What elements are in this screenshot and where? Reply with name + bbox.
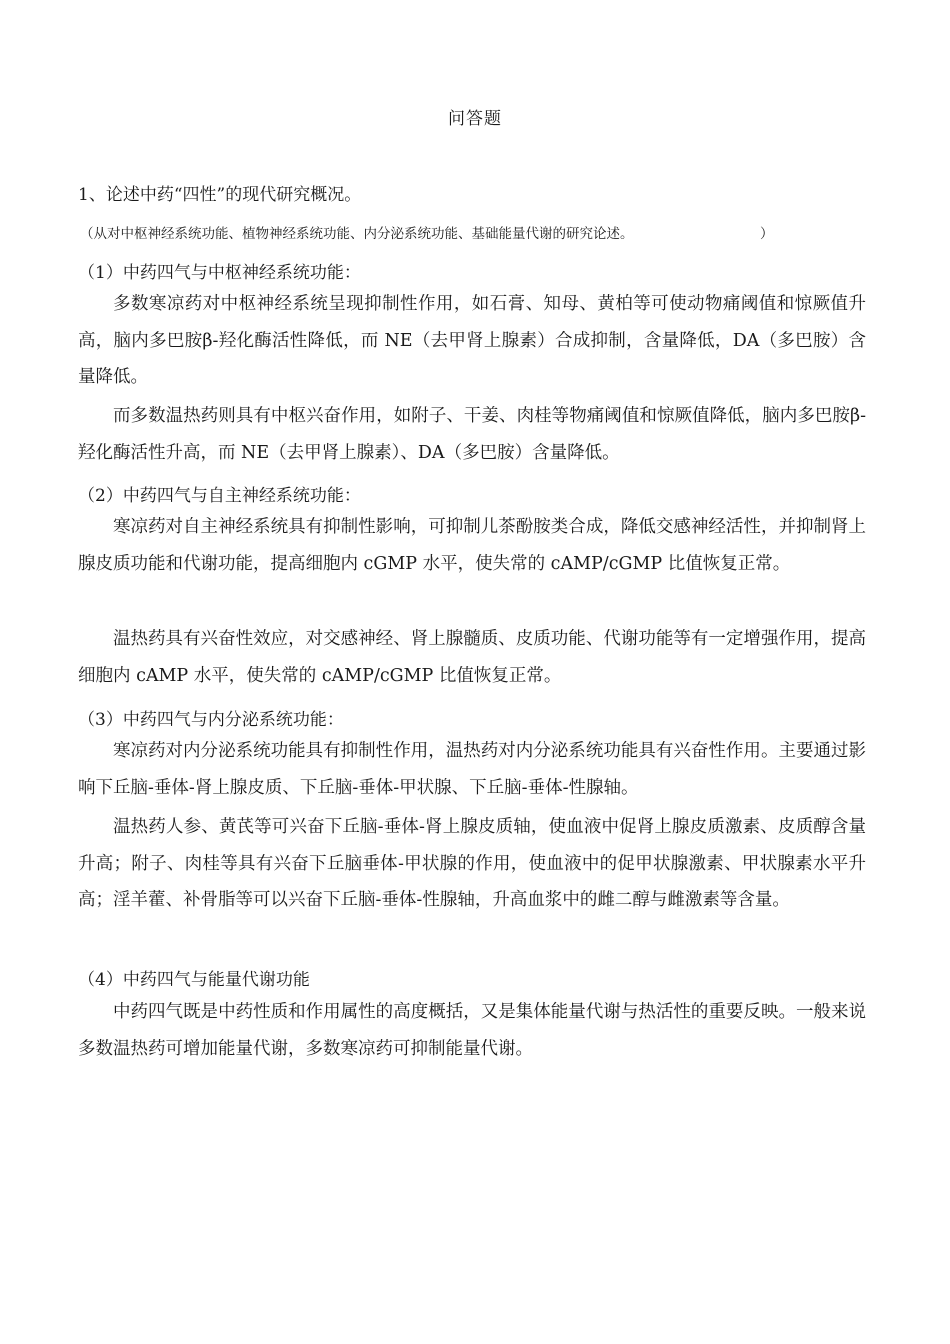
- section-2-heading: （2）中药四气与自主神经系统功能：: [78, 486, 361, 506]
- section-3-paragraph-1: 寒凉药对内分泌系统功能具有抑制性作用，温热药对内分泌系统功能具有兴奋性作用。主要通过影响下丘脑-垂体-肾上腺皮质、下丘脑-垂体-甲状腺、下丘脑-垂体-性腺轴。: [78, 741, 866, 798]
- page-title: 问答题: [448, 109, 502, 129]
- section-1-heading: （1）中药四气与中枢神经系统功能：: [78, 263, 361, 283]
- section-4-paragraph-1: 中药四气既是中药性质和作用属性的高度概括，又是集体能量代谢与热活性的重要反映。一般来说多数温热药可增加能量代谢，多数寒凉药可抑制能量代谢。: [78, 1002, 866, 1059]
- question-heading: 1、论述中药“四性”的现代研究概况。: [78, 185, 362, 205]
- section-2-paragraph-2: 温热药具有兴奋性效应，对交感神经、肾上腺髓质、皮质功能、代谢功能等有一定增强作用，提高细胞内 cAMP 水平，使失常的 cAMP/cGMP 比值恢复正常。: [78, 629, 866, 686]
- section-3-paragraph-2: 温热药人参、黄芪等可兴奋下丘脑-垂体-肾上腺皮质轴，使血液中促肾上腺皮质激素、皮质醇含量升高；附子、肉桂等具有兴奋下丘脑垂体-甲状腺的作用，使血液中的促甲状腺激素、甲状腺素水平升高；淫羊藿、补骨脂等可以兴奋下丘脑-垂体-性腺轴，升高血浆中的雌二醇与雌激素等含量。: [78, 817, 866, 910]
- section-1-paragraph-1: 多数寒凉药对中枢神经系统呈现抑制性作用，如石膏、知母、黄柏等可使动物痛阈值和惊厥值升高，脑内多巴胺β-羟化酶活性降低，而 NE（去甲肾上腺素）合成抑制，含量降低，DA（多巴胺）含量降低。: [78, 294, 866, 387]
- section-1-paragraph-2: 而多数温热药则具有中枢兴奋作用，如附子、干姜、肉桂等物痛阈值和惊厥值降低，脑内多巴胺β-羟化酶活性升高，而 NE（去甲肾上腺素）、DA（多巴胺）含量降低。: [78, 406, 866, 463]
- answer-hint-text: （从对中枢神经系统功能、植物神经系统功能、内分泌系统功能、基础能量代谢的研究论述。: [80, 226, 634, 242]
- section-3-heading: （3）中药四气与内分泌系统功能：: [78, 710, 344, 730]
- section-4-heading: （4）中药四气与能量代谢功能: [78, 970, 310, 990]
- answer-hint: [80, 222, 780, 242]
- section-2-paragraph-1: 寒凉药对自主神经系统具有抑制性影响，可抑制儿茶酚胺类合成，降低交感神经活性，并抑制肾上腺皮质功能和代谢功能，提高细胞内 cGMP 水平，使失常的 cAMP/cGMP 比值恢复正常。: [78, 517, 866, 574]
- answer-hint-close: ）: [760, 226, 774, 242]
